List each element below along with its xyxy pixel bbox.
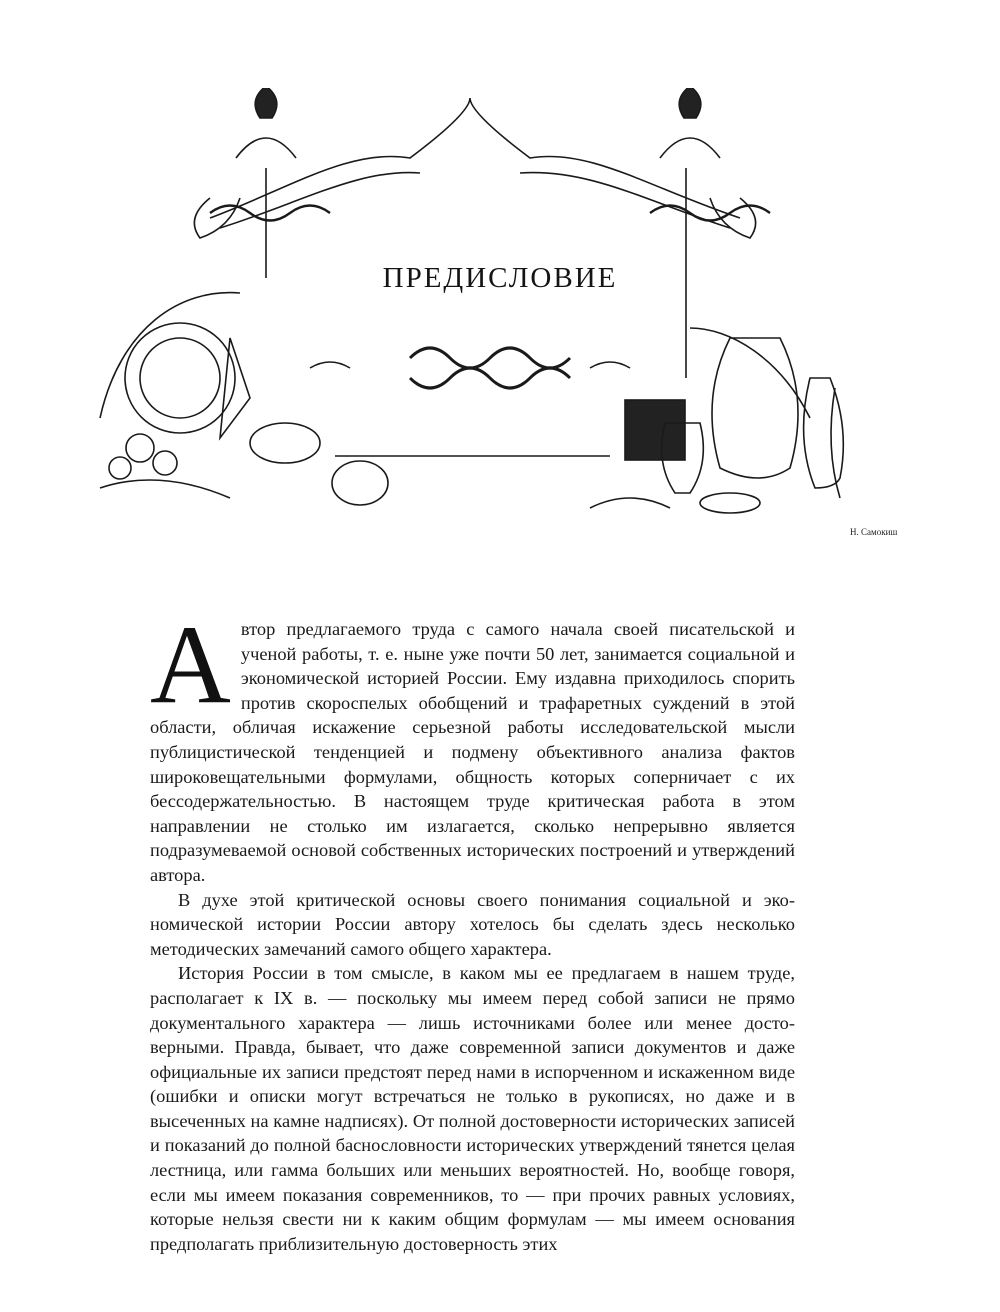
paragraph-3: История России в том смысле, в каком мы ее предлагаем в нашем труде, располагает к IX в. — поскольку мы имеем перед собой записи не прямо документального характера — лишь источниками более или менее достоверными. Правда, бывает, что даже современной записи документов и даже официальные их записи предстоят перед нами в испорченном и искаженном виде (ошибки и описки могут встречаться не только в рукописях, но даже и в высеченных на камне надписях). От полной достоверности исторических записей и показаний до полной баснословности исторических утверждений тянется целая лестница, или гамма больших или меньших вероятностей. Но, вообще говоря, если мы имеем показания современников, то — при прочих равных условиях, которые нельзя свести ни к каким общим формулам — мы имеем основания предполагать приблизительную достоверность этих (150, 963, 795, 1254)
paragraph-2: В духе этой критической основы своего понимания социальной и экономической истории России автору хотелось бы сделать здесь несколько методических замечаний самого общего характера. (150, 889, 795, 959)
page-title: ПРЕДИСЛОВИЕ (382, 262, 618, 294)
preface-text (150, 603, 795, 1256)
drop-cap: А (150, 603, 231, 727)
paragraph-1-text: втор предлагаемого труда с самого начала своей писательской и ученой работы, т. е. ныне уже почти 50 лет, занимается социальной и экономической историей России. Ему издавна приходилось спорить против скороспелых обобщений и трафаретных суждений в этой области, обличая искажение серьезной работы исследовательской мысли публицистической тенденцией и подмену объективного анализа фактов широковещательными формулами, общность которых соперничает с их бессодержательностью. В настоящем труде критическая работа в этом направлении не столько им излагается, сколько непрерывно является подразумеваемой основой собственных исторических построений и утверждений автора. (150, 619, 795, 885)
artist-signature: Н. Самокиш (850, 527, 898, 537)
ornamental-headpiece-illustration (90, 88, 910, 558)
paragraph-1 (150, 603, 795, 888)
